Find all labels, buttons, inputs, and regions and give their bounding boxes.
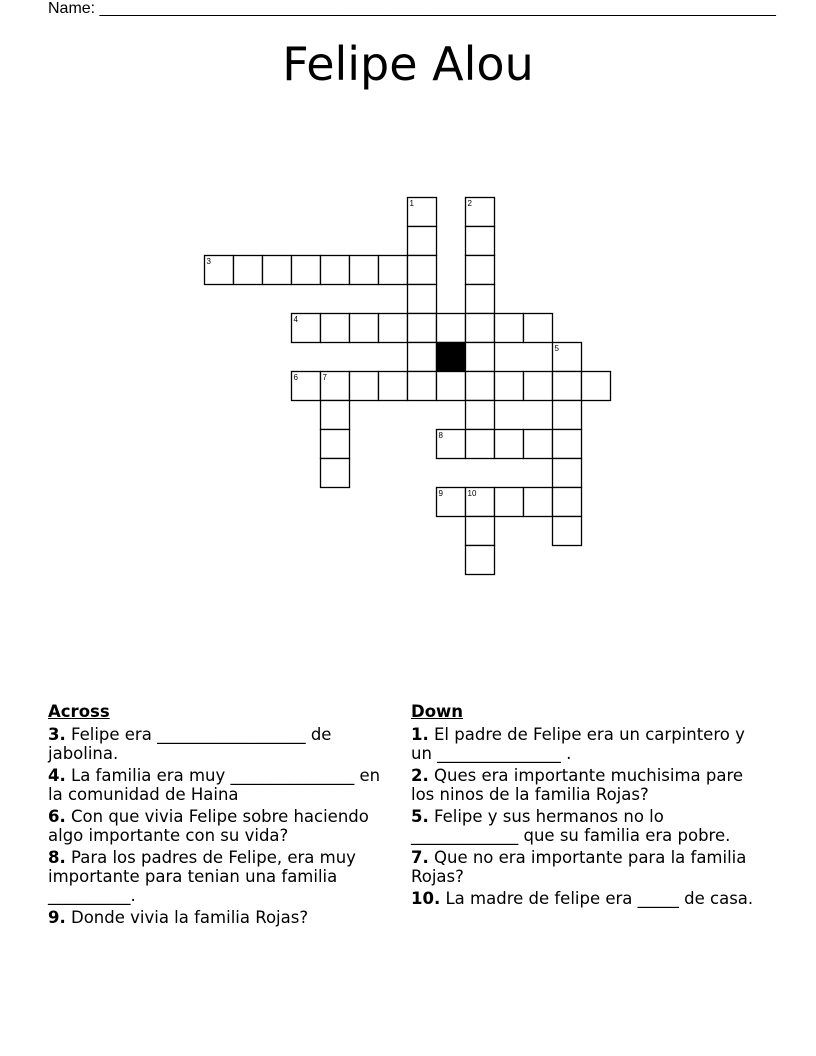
down-clue-2 <box>411 766 771 804</box>
grid-cell[interactable] <box>350 372 379 401</box>
clue-number: 7. <box>411 848 429 867</box>
clue-number: 2. <box>411 766 429 785</box>
grid-cell[interactable] <box>553 488 582 517</box>
grid-cell[interactable] <box>553 459 582 488</box>
clue-number: 10. <box>411 889 441 908</box>
grid-cell[interactable] <box>466 401 495 430</box>
grid-cell[interactable] <box>466 343 495 372</box>
cell-number: 6 <box>293 373 298 382</box>
grid-cell[interactable] <box>292 256 321 285</box>
grid-cell[interactable] <box>437 372 466 401</box>
down-clue-5 <box>411 807 771 845</box>
grid-cell[interactable] <box>408 343 437 372</box>
grid-cell[interactable] <box>321 256 350 285</box>
down-heading: Down <box>411 702 464 721</box>
cell-number: 8 <box>438 431 443 440</box>
grid-cell[interactable] <box>495 430 524 459</box>
grid-block-cell <box>437 343 466 372</box>
grid-cell[interactable] <box>408 227 437 256</box>
clue-number: 6. <box>48 807 66 826</box>
cell-number: 1 <box>409 199 414 208</box>
puzzle-title: Felipe Alou <box>282 37 534 91</box>
grid-cell[interactable] <box>466 430 495 459</box>
grid-cell[interactable] <box>524 372 553 401</box>
grid-cell[interactable] <box>321 430 350 459</box>
across-heading: Across <box>48 702 110 721</box>
grid-cell[interactable] <box>350 314 379 343</box>
grid-cell[interactable] <box>408 314 437 343</box>
cell-number: 4 <box>293 315 298 324</box>
name-field[interactable]: Name: ____________________________________________________________________________ <box>48 0 776 17</box>
clue-text: El padre de Felipe era un carpintero y un _______________ . <box>411 725 745 763</box>
grid-cell[interactable] <box>495 488 524 517</box>
grid-cell[interactable] <box>408 256 437 285</box>
grid-cell[interactable] <box>495 372 524 401</box>
grid-cell[interactable] <box>553 372 582 401</box>
grid-cell[interactable] <box>495 314 524 343</box>
grid-cell[interactable] <box>524 314 553 343</box>
grid-cell[interactable] <box>524 488 553 517</box>
clue-text: Para los padres de Felipe, era muy importante para tenian una familia __________. <box>48 848 356 905</box>
clue-number: 5. <box>411 807 429 826</box>
grid-cell[interactable] <box>321 459 350 488</box>
clue-text: Con que vivia Felipe sobre haciendo algo importante con su vida? <box>48 807 369 845</box>
clue-text: Donde vivia la familia Rojas? <box>71 908 309 927</box>
clue-text: Felipe era __________________ de jabolina. <box>48 725 332 763</box>
cell-number: 10 <box>467 489 477 498</box>
grid-cell[interactable] <box>350 256 379 285</box>
across-clue-3 <box>48 725 398 763</box>
grid-cell[interactable] <box>408 285 437 314</box>
grid-cell[interactable] <box>321 401 350 430</box>
cell-number: 9 <box>438 489 443 498</box>
clue-text: La familia era muy _______________ en la comunidad de Haina <box>48 766 381 804</box>
clue-text: Ques era importante muchisima pare los ninos de la familia Rojas? <box>411 766 744 804</box>
clue-number: 1. <box>411 725 429 744</box>
grid-cell[interactable] <box>466 546 495 575</box>
cell-number: 7 <box>322 373 327 382</box>
across-clue-4 <box>48 766 398 804</box>
clue-text: La madre de felipe era _____ de casa. <box>445 889 754 908</box>
across-clue-8 <box>48 848 398 905</box>
grid-cell[interactable] <box>466 285 495 314</box>
cell-number: 3 <box>206 257 211 266</box>
down-clue-7 <box>411 848 771 886</box>
down-clues <box>411 702 771 911</box>
clue-number: 4. <box>48 766 66 785</box>
clue-number: 3. <box>48 725 66 744</box>
down-clue-1 <box>411 725 771 763</box>
grid-cell[interactable] <box>524 430 553 459</box>
grid-cell[interactable] <box>466 372 495 401</box>
grid-cell[interactable] <box>437 314 466 343</box>
cell-number: 5 <box>554 344 559 353</box>
grid-cell[interactable] <box>408 372 437 401</box>
grid-cell[interactable] <box>379 314 408 343</box>
grid-cell[interactable] <box>553 401 582 430</box>
grid-cell[interactable] <box>553 517 582 546</box>
grid-cell[interactable] <box>466 256 495 285</box>
clue-text: Felipe y sus hermanos no lo _____________ que su familia era pobre. <box>411 807 731 845</box>
across-clue-6 <box>48 807 398 845</box>
grid-cell[interactable] <box>553 430 582 459</box>
across-clues <box>48 702 398 930</box>
grid-cell[interactable] <box>466 227 495 256</box>
cell-number: 2 <box>467 199 472 208</box>
grid-cell[interactable] <box>234 256 263 285</box>
grid-cell[interactable] <box>582 372 611 401</box>
clue-text: Que no era importante para la familia Rojas? <box>411 848 747 886</box>
grid-cell[interactable] <box>263 256 292 285</box>
across-clue-9 <box>48 908 398 927</box>
clue-number: 8. <box>48 848 66 867</box>
clue-number: 9. <box>48 908 66 927</box>
grid-cell[interactable] <box>379 256 408 285</box>
grid-cell[interactable] <box>466 517 495 546</box>
down-clue-10 <box>411 889 771 908</box>
grid-cell[interactable] <box>379 372 408 401</box>
grid-cell[interactable] <box>321 314 350 343</box>
grid-cell[interactable] <box>466 314 495 343</box>
